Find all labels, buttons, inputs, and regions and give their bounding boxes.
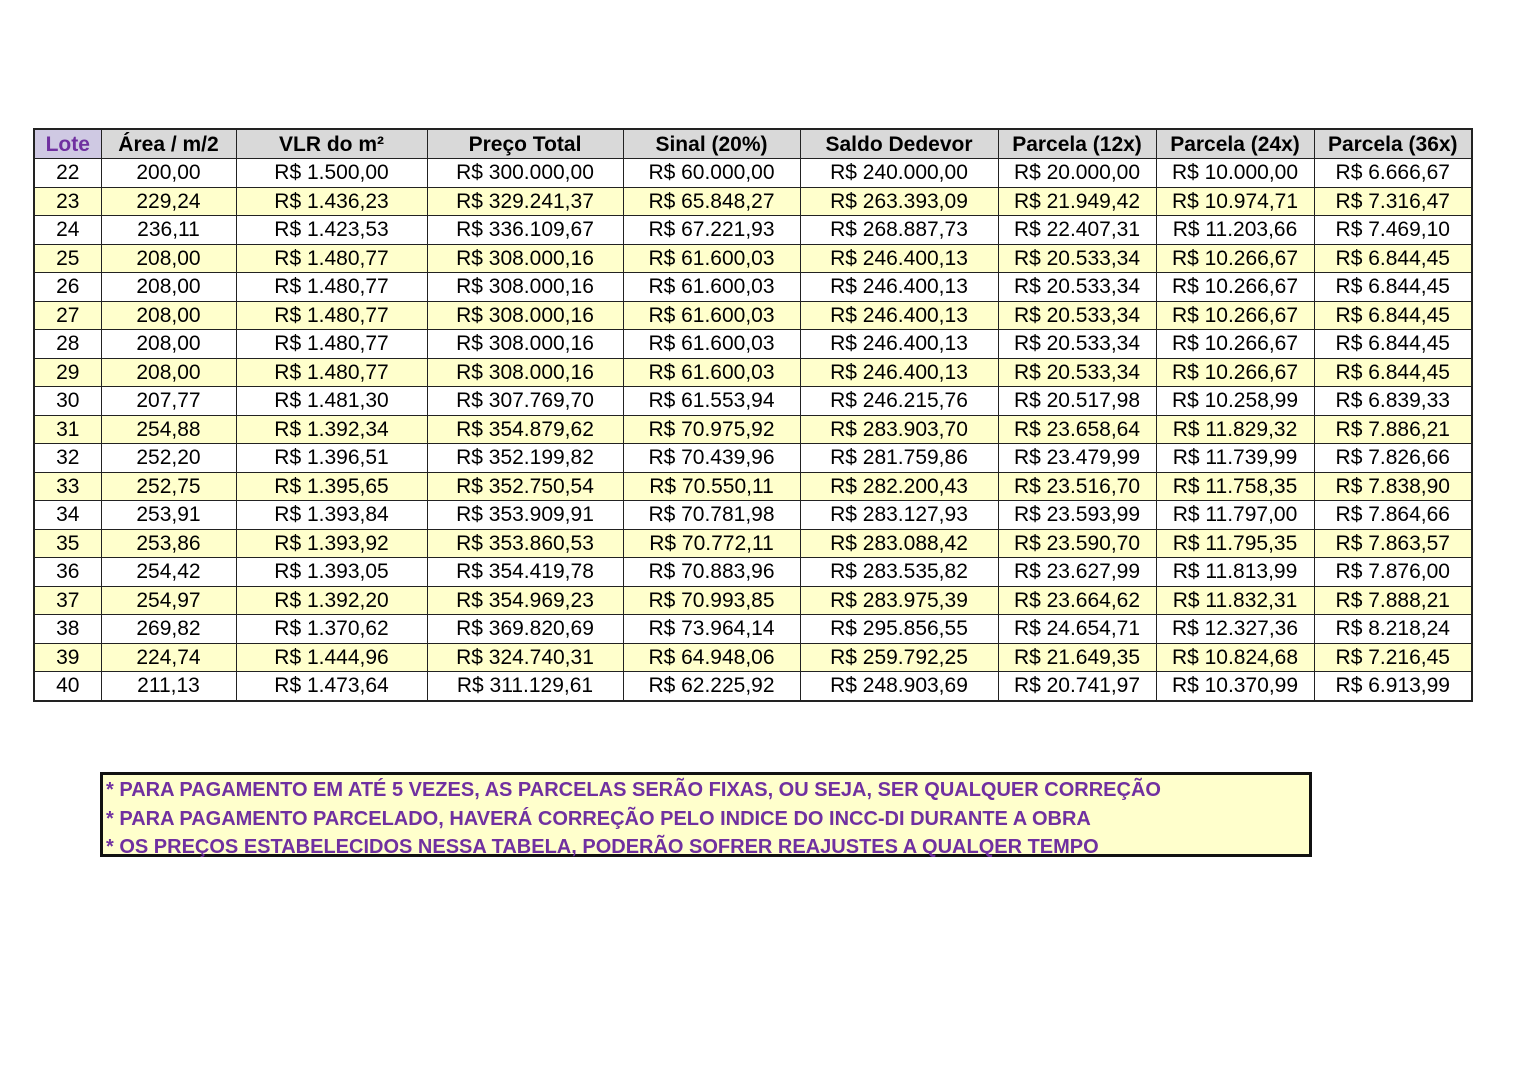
cell-parcela-12x: R$ 23.627,99 [998, 558, 1156, 587]
cell-area: 211,13 [101, 672, 236, 701]
cell-parcela-12x: R$ 20.533,34 [998, 273, 1156, 302]
cell-parcela-36x: R$ 7.863,57 [1314, 529, 1472, 558]
cell-parcela-24x: R$ 11.797,00 [1156, 501, 1314, 530]
cell-sinal: R$ 61.553,94 [623, 387, 800, 416]
cell-parcela-24x: R$ 11.829,32 [1156, 415, 1314, 444]
cell-saldo-devedor: R$ 248.903,69 [800, 672, 998, 701]
header-vlr-m2: VLR do m² [236, 129, 427, 159]
cell-saldo-devedor: R$ 283.535,82 [800, 558, 998, 587]
cell-vlr-m2: R$ 1.393,84 [236, 501, 427, 530]
cell-area: 208,00 [101, 330, 236, 359]
cell-parcela-36x: R$ 6.844,45 [1314, 273, 1472, 302]
cell-vlr-m2: R$ 1.480,77 [236, 301, 427, 330]
cell-parcela-24x: R$ 10.266,67 [1156, 301, 1314, 330]
cell-vlr-m2: R$ 1.370,62 [236, 615, 427, 644]
cell-sinal: R$ 61.600,03 [623, 330, 800, 359]
cell-sinal: R$ 60.000,00 [623, 159, 800, 188]
cell-lote: 25 [34, 244, 101, 273]
notes-box [100, 772, 1312, 857]
cell-sinal: R$ 64.948,06 [623, 643, 800, 672]
cell-parcela-36x: R$ 7.316,47 [1314, 187, 1472, 216]
cell-sinal: R$ 70.439,96 [623, 444, 800, 473]
cell-lote: 30 [34, 387, 101, 416]
cell-sinal: R$ 70.772,11 [623, 529, 800, 558]
table-row [34, 273, 1472, 302]
cell-parcela-24x: R$ 11.832,31 [1156, 586, 1314, 615]
cell-sinal: R$ 65.848,27 [623, 187, 800, 216]
cell-preco-total: R$ 308.000,16 [427, 358, 623, 387]
cell-preco-total: R$ 352.199,82 [427, 444, 623, 473]
cell-preco-total: R$ 353.909,91 [427, 501, 623, 530]
cell-vlr-m2: R$ 1.473,64 [236, 672, 427, 701]
cell-area: 208,00 [101, 273, 236, 302]
cell-saldo-devedor: R$ 281.759,86 [800, 444, 998, 473]
cell-parcela-24x: R$ 11.203,66 [1156, 216, 1314, 245]
table-row [34, 529, 1472, 558]
cell-preco-total: R$ 353.860,53 [427, 529, 623, 558]
header-parcela-12x: Parcela (12x) [998, 129, 1156, 159]
cell-lote: 33 [34, 472, 101, 501]
cell-preco-total: R$ 311.129,61 [427, 672, 623, 701]
table-row [34, 301, 1472, 330]
cell-parcela-24x: R$ 10.266,67 [1156, 244, 1314, 273]
cell-parcela-24x: R$ 10.266,67 [1156, 330, 1314, 359]
cell-vlr-m2: R$ 1.500,00 [236, 159, 427, 188]
cell-parcela-12x: R$ 23.516,70 [998, 472, 1156, 501]
cell-saldo-devedor: R$ 282.200,43 [800, 472, 998, 501]
cell-vlr-m2: R$ 1.393,05 [236, 558, 427, 587]
cell-parcela-12x: R$ 21.649,35 [998, 643, 1156, 672]
cell-preco-total: R$ 307.769,70 [427, 387, 623, 416]
cell-sinal: R$ 67.221,93 [623, 216, 800, 245]
cell-vlr-m2: R$ 1.444,96 [236, 643, 427, 672]
cell-lote: 38 [34, 615, 101, 644]
cell-vlr-m2: R$ 1.481,30 [236, 387, 427, 416]
cell-lote: 26 [34, 273, 101, 302]
cell-sinal: R$ 73.964,14 [623, 615, 800, 644]
cell-parcela-36x: R$ 7.888,21 [1314, 586, 1472, 615]
cell-preco-total: R$ 354.419,78 [427, 558, 623, 587]
cell-preco-total: R$ 354.969,23 [427, 586, 623, 615]
table-row [34, 501, 1472, 530]
cell-preco-total: R$ 308.000,16 [427, 301, 623, 330]
table-row [34, 387, 1472, 416]
cell-area: 207,77 [101, 387, 236, 416]
cell-parcela-36x: R$ 6.839,33 [1314, 387, 1472, 416]
table-row [34, 415, 1472, 444]
header-preco-total: Preço Total [427, 129, 623, 159]
cell-sinal: R$ 70.975,92 [623, 415, 800, 444]
cell-preco-total: R$ 352.750,54 [427, 472, 623, 501]
cell-lote: 27 [34, 301, 101, 330]
cell-saldo-devedor: R$ 283.088,42 [800, 529, 998, 558]
header-lote: Lote [34, 129, 101, 159]
cell-vlr-m2: R$ 1.392,20 [236, 586, 427, 615]
cell-lote: 39 [34, 643, 101, 672]
table-row [34, 187, 1472, 216]
cell-lote: 23 [34, 187, 101, 216]
cell-parcela-12x: R$ 23.658,64 [998, 415, 1156, 444]
cell-parcela-36x: R$ 6.844,45 [1314, 301, 1472, 330]
cell-parcela-36x: R$ 7.876,00 [1314, 558, 1472, 587]
cell-vlr-m2: R$ 1.480,77 [236, 273, 427, 302]
cell-parcela-36x: R$ 7.838,90 [1314, 472, 1472, 501]
cell-area: 200,00 [101, 159, 236, 188]
header-saldo-devedor: Saldo Dedevor [800, 129, 998, 159]
cell-parcela-12x: R$ 23.479,99 [998, 444, 1156, 473]
cell-preco-total: R$ 324.740,31 [427, 643, 623, 672]
table-row [34, 615, 1472, 644]
cell-area: 254,88 [101, 415, 236, 444]
cell-parcela-36x: R$ 6.844,45 [1314, 358, 1472, 387]
cell-lote: 36 [34, 558, 101, 587]
cell-vlr-m2: R$ 1.480,77 [236, 358, 427, 387]
note-line-price-adjustments: * OS PREÇOS ESTABELECIDOS NESSA TABELA, PODERÃO SOFRER REAJUSTES A QUALQER TEMPO [106, 836, 1099, 858]
cell-area: 208,00 [101, 301, 236, 330]
cell-parcela-36x: R$ 7.826,66 [1314, 444, 1472, 473]
cell-lote: 24 [34, 216, 101, 245]
header-area: Área / m/2 [101, 129, 236, 159]
cell-saldo-devedor: R$ 259.792,25 [800, 643, 998, 672]
cell-area: 208,00 [101, 244, 236, 273]
cell-vlr-m2: R$ 1.436,23 [236, 187, 427, 216]
cell-area: 252,20 [101, 444, 236, 473]
cell-parcela-12x: R$ 20.533,34 [998, 244, 1156, 273]
cell-area: 229,24 [101, 187, 236, 216]
cell-lote: 37 [34, 586, 101, 615]
cell-area: 236,11 [101, 216, 236, 245]
cell-parcela-24x: R$ 11.758,35 [1156, 472, 1314, 501]
note-line-incc-correction: * PARA PAGAMENTO PARCELADO, HAVERÁ CORREÇÃO PELO INDICE DO INCC-DI DURANTE A OBRA [106, 807, 1091, 830]
header-row [34, 129, 1472, 159]
cell-parcela-12x: R$ 22.407,31 [998, 216, 1156, 245]
cell-parcela-36x: R$ 7.469,10 [1314, 216, 1472, 245]
cell-preco-total: R$ 308.000,16 [427, 330, 623, 359]
cell-saldo-devedor: R$ 246.400,13 [800, 273, 998, 302]
cell-sinal: R$ 70.993,85 [623, 586, 800, 615]
header-sinal: Sinal (20%) [623, 129, 800, 159]
cell-sinal: R$ 70.883,96 [623, 558, 800, 587]
table-row [34, 643, 1472, 672]
cell-lote: 40 [34, 672, 101, 701]
cell-parcela-24x: R$ 10.258,99 [1156, 387, 1314, 416]
cell-parcela-12x: R$ 24.654,71 [998, 615, 1156, 644]
cell-saldo-devedor: R$ 240.000,00 [800, 159, 998, 188]
cell-parcela-12x: R$ 20.533,34 [998, 330, 1156, 359]
cell-vlr-m2: R$ 1.423,53 [236, 216, 427, 245]
cell-saldo-devedor: R$ 246.400,13 [800, 330, 998, 359]
cell-vlr-m2: R$ 1.480,77 [236, 244, 427, 273]
cell-parcela-12x: R$ 20.000,00 [998, 159, 1156, 188]
cell-parcela-12x: R$ 21.949,42 [998, 187, 1156, 216]
table-row [34, 358, 1472, 387]
cell-saldo-devedor: R$ 246.400,13 [800, 358, 998, 387]
cell-sinal: R$ 62.225,92 [623, 672, 800, 701]
header-parcela-36x: Parcela (36x) [1314, 129, 1472, 159]
cell-area: 208,00 [101, 358, 236, 387]
cell-saldo-devedor: R$ 246.400,13 [800, 301, 998, 330]
table-row [34, 330, 1472, 359]
cell-vlr-m2: R$ 1.480,77 [236, 330, 427, 359]
cell-parcela-12x: R$ 23.664,62 [998, 586, 1156, 615]
cell-lote: 29 [34, 358, 101, 387]
cell-preco-total: R$ 329.241,37 [427, 187, 623, 216]
cell-preco-total: R$ 308.000,16 [427, 244, 623, 273]
cell-lote: 22 [34, 159, 101, 188]
cell-parcela-36x: R$ 6.844,45 [1314, 244, 1472, 273]
cell-saldo-devedor: R$ 263.393,09 [800, 187, 998, 216]
cell-parcela-24x: R$ 11.795,35 [1156, 529, 1314, 558]
cell-vlr-m2: R$ 1.393,92 [236, 529, 427, 558]
table-body [34, 159, 1472, 701]
cell-parcela-36x: R$ 6.666,67 [1314, 159, 1472, 188]
cell-parcela-36x: R$ 6.913,99 [1314, 672, 1472, 701]
cell-sinal: R$ 61.600,03 [623, 273, 800, 302]
cell-parcela-24x: R$ 11.813,99 [1156, 558, 1314, 587]
table-row [34, 444, 1472, 473]
cell-vlr-m2: R$ 1.396,51 [236, 444, 427, 473]
cell-parcela-24x: R$ 10.370,99 [1156, 672, 1314, 701]
note-line-fixed-installments: * PARA PAGAMENTO EM ATÉ 5 VEZES, AS PARCELAS SERÃO FIXAS, OU SEJA, SER QUALQUER CORREÇÃO [106, 779, 1161, 801]
cell-area: 224,74 [101, 643, 236, 672]
cell-sinal: R$ 70.550,11 [623, 472, 800, 501]
cell-parcela-36x: R$ 7.886,21 [1314, 415, 1472, 444]
cell-lote: 32 [34, 444, 101, 473]
cell-parcela-36x: R$ 8.218,24 [1314, 615, 1472, 644]
cell-parcela-24x: R$ 10.266,67 [1156, 273, 1314, 302]
cell-saldo-devedor: R$ 246.400,13 [800, 244, 998, 273]
cell-saldo-devedor: R$ 268.887,73 [800, 216, 998, 245]
cell-lote: 34 [34, 501, 101, 530]
table-row [34, 672, 1472, 701]
table-row [34, 586, 1472, 615]
cell-area: 269,82 [101, 615, 236, 644]
cell-lote: 28 [34, 330, 101, 359]
table-row [34, 216, 1472, 245]
cell-parcela-12x: R$ 23.590,70 [998, 529, 1156, 558]
cell-parcela-24x: R$ 12.327,36 [1156, 615, 1314, 644]
cell-lote: 35 [34, 529, 101, 558]
cell-parcela-36x: R$ 7.216,45 [1314, 643, 1472, 672]
cell-parcela-12x: R$ 20.741,97 [998, 672, 1156, 701]
cell-sinal: R$ 61.600,03 [623, 301, 800, 330]
table-row [34, 558, 1472, 587]
cell-parcela-36x: R$ 6.844,45 [1314, 330, 1472, 359]
table-row [34, 244, 1472, 273]
cell-parcela-12x: R$ 20.533,34 [998, 301, 1156, 330]
cell-preco-total: R$ 369.820,69 [427, 615, 623, 644]
cell-parcela-36x: R$ 7.864,66 [1314, 501, 1472, 530]
cell-parcela-24x: R$ 10.974,71 [1156, 187, 1314, 216]
cell-vlr-m2: R$ 1.392,34 [236, 415, 427, 444]
cell-saldo-devedor: R$ 246.215,76 [800, 387, 998, 416]
cell-parcela-12x: R$ 23.593,99 [998, 501, 1156, 530]
cell-parcela-24x: R$ 10.266,67 [1156, 358, 1314, 387]
cell-vlr-m2: R$ 1.395,65 [236, 472, 427, 501]
cell-parcela-24x: R$ 10.000,00 [1156, 159, 1314, 188]
table-row [34, 472, 1472, 501]
cell-saldo-devedor: R$ 283.903,70 [800, 415, 998, 444]
cell-parcela-24x: R$ 10.824,68 [1156, 643, 1314, 672]
cell-saldo-devedor: R$ 283.127,93 [800, 501, 998, 530]
header-parcela-24x: Parcela (24x) [1156, 129, 1314, 159]
cell-area: 254,42 [101, 558, 236, 587]
cell-lote: 31 [34, 415, 101, 444]
cell-sinal: R$ 61.600,03 [623, 358, 800, 387]
table-row [34, 159, 1472, 188]
cell-parcela-12x: R$ 20.533,34 [998, 358, 1156, 387]
cell-sinal: R$ 61.600,03 [623, 244, 800, 273]
cell-preco-total: R$ 354.879,62 [427, 415, 623, 444]
cell-saldo-devedor: R$ 283.975,39 [800, 586, 998, 615]
cell-preco-total: R$ 336.109,67 [427, 216, 623, 245]
cell-area: 253,86 [101, 529, 236, 558]
cell-area: 252,75 [101, 472, 236, 501]
cell-parcela-12x: R$ 20.517,98 [998, 387, 1156, 416]
cell-preco-total: R$ 308.000,16 [427, 273, 623, 302]
cell-sinal: R$ 70.781,98 [623, 501, 800, 530]
cell-area: 254,97 [101, 586, 236, 615]
cell-parcela-24x: R$ 11.739,99 [1156, 444, 1314, 473]
cell-saldo-devedor: R$ 295.856,55 [800, 615, 998, 644]
cell-preco-total: R$ 300.000,00 [427, 159, 623, 188]
price-table [33, 128, 1473, 702]
cell-area: 253,91 [101, 501, 236, 530]
